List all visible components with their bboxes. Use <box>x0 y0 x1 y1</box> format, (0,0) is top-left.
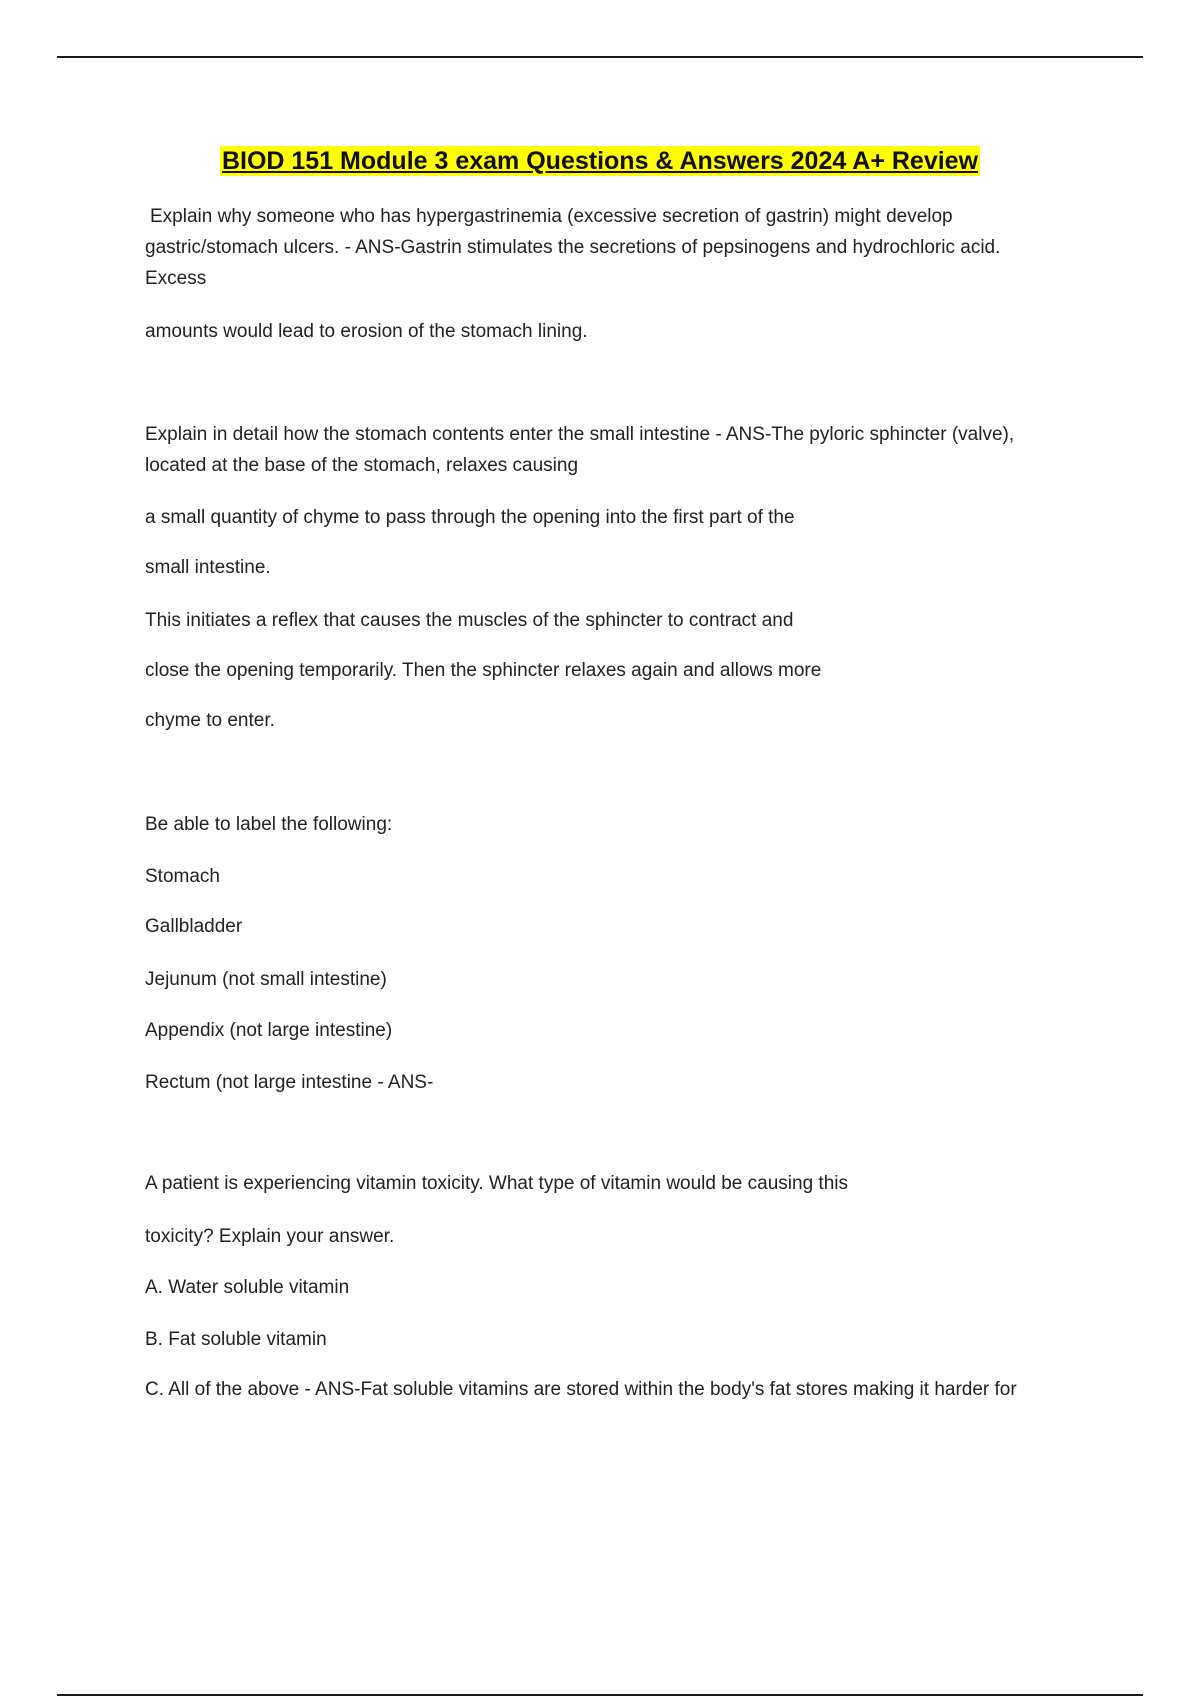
text-line: gastric/stomach ulcers. - ANS-Gastrin stimulates the secretions of pepsinogens and hydrochloric acid. <box>145 237 1001 258</box>
list-item: Stomach <box>145 866 220 887</box>
text-line: located at the base of the stomach, relaxes causing <box>145 455 579 476</box>
top-rule <box>57 56 1143 58</box>
text-line: small intestine. <box>145 557 271 578</box>
title-container <box>0 146 1200 176</box>
text-line: Explain in detail how the stomach contents enter the small intestine - ANS-The pyloric sphincter (valve), <box>145 424 1015 445</box>
answer-option: C. All of the above - ANS-Fat soluble vitamins are stored within the body's fat stores making it harder for <box>145 1379 1017 1400</box>
text-line: Be able to label the following: <box>145 814 393 835</box>
text-line: close the opening temporarily. Then the sphincter relaxes again and allows more <box>145 660 822 681</box>
list-item: Appendix (not large intestine) <box>145 1020 393 1041</box>
text-line: chyme to enter. <box>145 710 275 731</box>
text-line: A patient is experiencing vitamin toxicity. What type of vitamin would be causing this <box>145 1173 848 1194</box>
text-line: Excess <box>145 268 207 289</box>
answer-option: A. Water soluble vitamin <box>145 1277 350 1298</box>
answer-option: B. Fat soluble vitamin <box>145 1329 327 1350</box>
document-title: BIOD 151 Module 3 exam Questions & Answers 2024 A+ Review <box>221 147 979 175</box>
text-line: amounts would lead to erosion of the stomach lining. <box>145 321 588 342</box>
list-item: Rectum (not large intestine - ANS- <box>145 1072 434 1093</box>
list-item: Jejunum (not small intestine) <box>145 969 387 990</box>
text-line: toxicity? Explain your answer. <box>145 1226 395 1247</box>
bottom-rule <box>57 1694 1143 1696</box>
text-line: a small quantity of chyme to pass through the opening into the first part of the <box>145 507 795 528</box>
list-item: Gallbladder <box>145 916 243 937</box>
text-line: Explain why someone who has hypergastrinemia (excessive secretion of gastrin) might develop <box>150 206 953 227</box>
text-line: This initiates a reflex that causes the muscles of the sphincter to contract and <box>145 610 794 631</box>
